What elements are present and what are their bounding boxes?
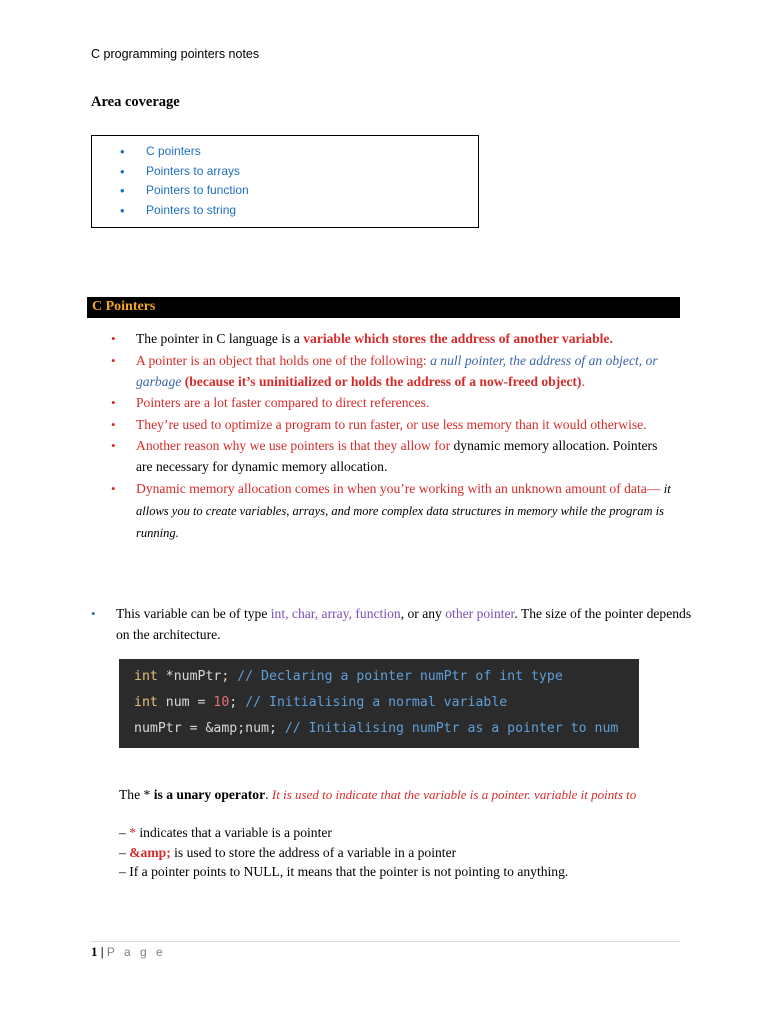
unary-operator-paragraph: The * is a unary operator. It is used to indicate that the variable is a pointer. variable it points to: [119, 787, 637, 802]
code-snippet: [119, 659, 639, 748]
area-coverage-list: [120, 142, 249, 220]
bullet-icon: •: [120, 202, 125, 218]
bullet-icon: •: [120, 163, 125, 179]
page-number: 1 |: [91, 944, 104, 959]
null-pointer-line: – If a pointer points to NULL, it means that the pointer is not pointing to anything.: [119, 864, 569, 879]
bullet-icon: •: [91, 606, 96, 621]
bullet-icon: •: [111, 395, 116, 410]
operator-line: – * indicates that a variable is a pointer: [119, 825, 332, 840]
bullet-icon: •: [111, 352, 116, 368]
bullet-item: • Pointers are a lot faster compared to direct references.: [111, 392, 671, 413]
operator-line: – &amp; is used to store the address of a variable in a pointer: [119, 845, 457, 860]
area-coverage-heading: Area coverage: [91, 94, 180, 110]
bullet-item: • Another reason why we use pointers is that they allow for dynamic memory allocation. Pointers are necessary for dynamic memory allocation.: [111, 435, 671, 477]
code-line: numPtr = &amp;num; // Initialising numPtr as a pointer to num: [134, 721, 619, 736]
toc-item-pointers-to-string: • Pointers to string: [120, 201, 249, 221]
page-footer: [91, 944, 166, 960]
bullet-icon: •: [111, 416, 116, 432]
code-line: int num = 10; // Initialising a normal variable: [134, 695, 508, 710]
bullet-icon: •: [111, 438, 116, 453]
section-title: C Pointers: [92, 299, 156, 314]
bullet-item: • They’re used to optimize a program to run faster, or use less memory than it would otherwise.: [111, 414, 671, 435]
outer-bullet-item: • This variable can be of type int, char, array, function, or any other pointer. The size of the pointer depends on the architecture.: [91, 603, 696, 645]
bullet-icon: •: [120, 183, 125, 198]
page-label: P a g e: [106, 945, 166, 959]
document-header-note: C programming pointers notes: [91, 47, 260, 61]
code-line: int *numPtr; // Declaring a pointer numPtr of int type: [134, 669, 563, 684]
bullet-item: • A pointer is an object that holds one of the following: a null pointer, the address of an object, or garbage (because it’s uninitialized or holds the address of a now-freed object).: [111, 350, 671, 392]
toc-item-pointers-to-arrays: • Pointers to arrays: [120, 162, 249, 182]
footer-divider: [91, 941, 680, 942]
bullet-icon: •: [111, 331, 116, 346]
toc-item-pointers-to-function: • Pointers to function: [120, 181, 249, 201]
pointer-bullet-list: [111, 328, 671, 544]
bullet-icon: •: [120, 144, 125, 159]
bullet-item: • Dynamic memory allocation comes in when you’re working with an unknown amount of data— it allows you to create variables, arrays, and more complex data structures in memory while the program is running.: [111, 478, 671, 544]
bullet-icon: •: [111, 480, 116, 496]
section-header-bar: [87, 297, 680, 318]
toc-item-c-pointers: • C pointers: [120, 142, 249, 162]
area-coverage-box: [91, 135, 479, 228]
bullet-item: • The pointer in C language is a variable which stores the address of another variable.: [111, 328, 671, 349]
